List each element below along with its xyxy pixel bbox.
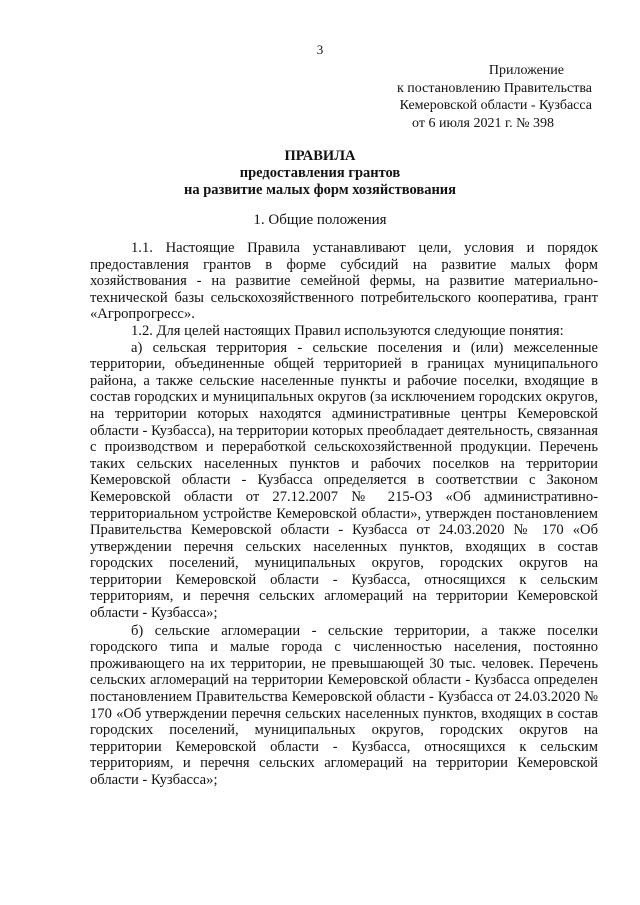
page-number: 3 <box>316 42 324 57</box>
appendix-line-2: к постановлению Правительства <box>396 80 592 96</box>
paragraph-item-b: б) сельские агломерации - сельские территории, а также поселки городского типа и малые города с численностью населения, постоянно проживающего на их территории, не превышающей 30 тыс. человек. Перечень сельских агломераций на территории Кемеровской области - Кузбасса определен постановлением Правительства Кемеровской области - Кузбасса от 24.03.2020 № 170 «Об утверждении перечня сельских населенных пунктов, входящих в состав городских поселений, муниципальных округов, городских округов на территории Кемеровской области - Кузбасса, относящихся к сельским территориям, и перечня сельских агломераций на территории Кемеровской области - Кузбасса»; <box>90 622 598 788</box>
paragraph-item-a: а) сельская территория - сельские поселения и (или) межселенные территории, объединенные общей территорией в границах муниципального района, а также сельские населенные пункты и рабочие поселки, входящие в состав городских и муниципальных округов (за исключением городских округов, на территории которых находятся административные центры Кемеровской области - Кузбасса), на территории которых преобладает деятельность, связанная с производством и переработкой сельскохозяйственной продукции. Перечень таких сельских населенных пунктов и рабочих поселков на территории Кемеровской области - Кузбасса определяется в соответствии с Законом Кемеровской области от 27.12.2007 № 215-ОЗ «Об административно-территориальном устройстве Кемеровской области», утвержден постановлением Правительства Кемеровской области - Кузбасса от 24.03.2020 № 170 «Об утверждении перечня сельских населенных пунктов, входящих в состав городских поселений, муниципальных округов, городских округов на территории Кемеровской области - Кузбасса, относящихся к сельским территориям, и перечня сельских агломераций на территории Кемеровской области - Кузбасса»; <box>90 339 598 622</box>
body-text <box>90 240 598 789</box>
appendix-line-3: Кемеровской области - Кузбасса <box>399 98 592 113</box>
appendix-line-4: от 6 июля 2021 г. № 398 <box>412 115 554 131</box>
title-line-2: предоставления грантов <box>239 165 401 181</box>
title-line-1: ПРАВИЛА <box>284 148 356 164</box>
appendix-block <box>352 62 592 132</box>
document-title <box>0 148 640 199</box>
section-heading: 1. Общие положения <box>253 212 387 228</box>
paragraph-1-1: 1.1. Настоящие Правила устанавливают цели, условия и порядок предоставления грантов в форме субсидий на развитие малых форм хозяйствования - на развитие семейной фермы, на развитие материально-технической базы сельскохозяйственного потребительского кооператива, грант «Агропрогресс». <box>90 240 598 323</box>
appendix-line-1: Приложение <box>488 63 564 78</box>
title-line-3: на развитие малых форм хозяйствования <box>184 182 456 198</box>
paragraph-1-2: 1.2. Для целей настоящих Правил используются следующие понятия: <box>131 322 564 339</box>
